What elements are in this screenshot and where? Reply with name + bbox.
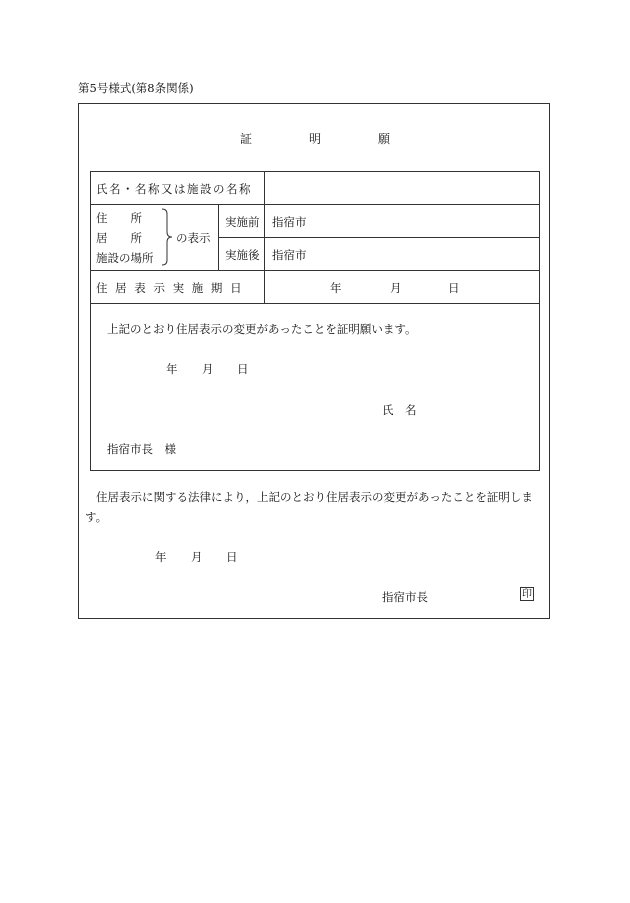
title-char-3: 願 [378,132,391,146]
request-statement: 上記のとおり住居表示の変更があったことを証明願います。 [107,322,417,336]
title-char-1: 証 [240,132,253,146]
title-char-2: 明 [309,132,322,146]
name-field[interactable] [270,175,532,199]
name-label: 氏名・名称又は施設の名称 [96,182,252,196]
row-divider [90,204,540,205]
certification-statement-line2: す。 [85,510,108,524]
implementation-date-label: 住 居 表 示 実 施 期 日 [96,281,244,295]
form-number: 第5号様式(第8条関係) [78,81,194,95]
row-divider [218,237,540,238]
after-label: 実施後 [225,248,260,262]
after-value: 指宿市 [272,248,307,262]
certification-statement-line1: 住居表示に関する法律により，上記のとおり住居表示の変更があったことを証明しま [96,490,533,504]
request-year-unit: 年 [166,362,178,376]
before-label: 実施前 [225,215,260,229]
seal-mark: 印 [522,589,532,600]
applicant-name-label: 氏 名 [382,403,417,417]
issuer-label: 指宿市長 [382,590,428,604]
address-label-jusho: 住 所 [96,211,142,225]
date-day-unit: 日 [448,281,460,295]
request-month-unit: 月 [202,362,214,376]
address-label-shisetsu: 施設の場所 [96,251,154,265]
address-label-kyosho: 居 所 [96,231,142,245]
display-suffix: の表示 [176,231,211,245]
request-day-unit: 日 [237,362,249,376]
after-address-field[interactable] [310,241,532,265]
addressee: 指宿市長 様 [107,442,176,456]
date-year-unit: 年 [330,281,342,295]
applicant-name-field[interactable] [425,398,530,418]
column-divider [264,171,265,303]
row-divider [90,303,540,304]
certification-month-unit: 月 [191,550,203,564]
date-month-unit: 月 [390,281,402,295]
certification-day-unit: 日 [226,550,238,564]
column-divider [218,204,219,270]
certification-year-unit: 年 [155,550,167,564]
before-address-field[interactable] [310,208,532,232]
before-value: 指宿市 [272,215,307,229]
row-divider [90,270,540,271]
curly-brace-icon [160,208,174,266]
